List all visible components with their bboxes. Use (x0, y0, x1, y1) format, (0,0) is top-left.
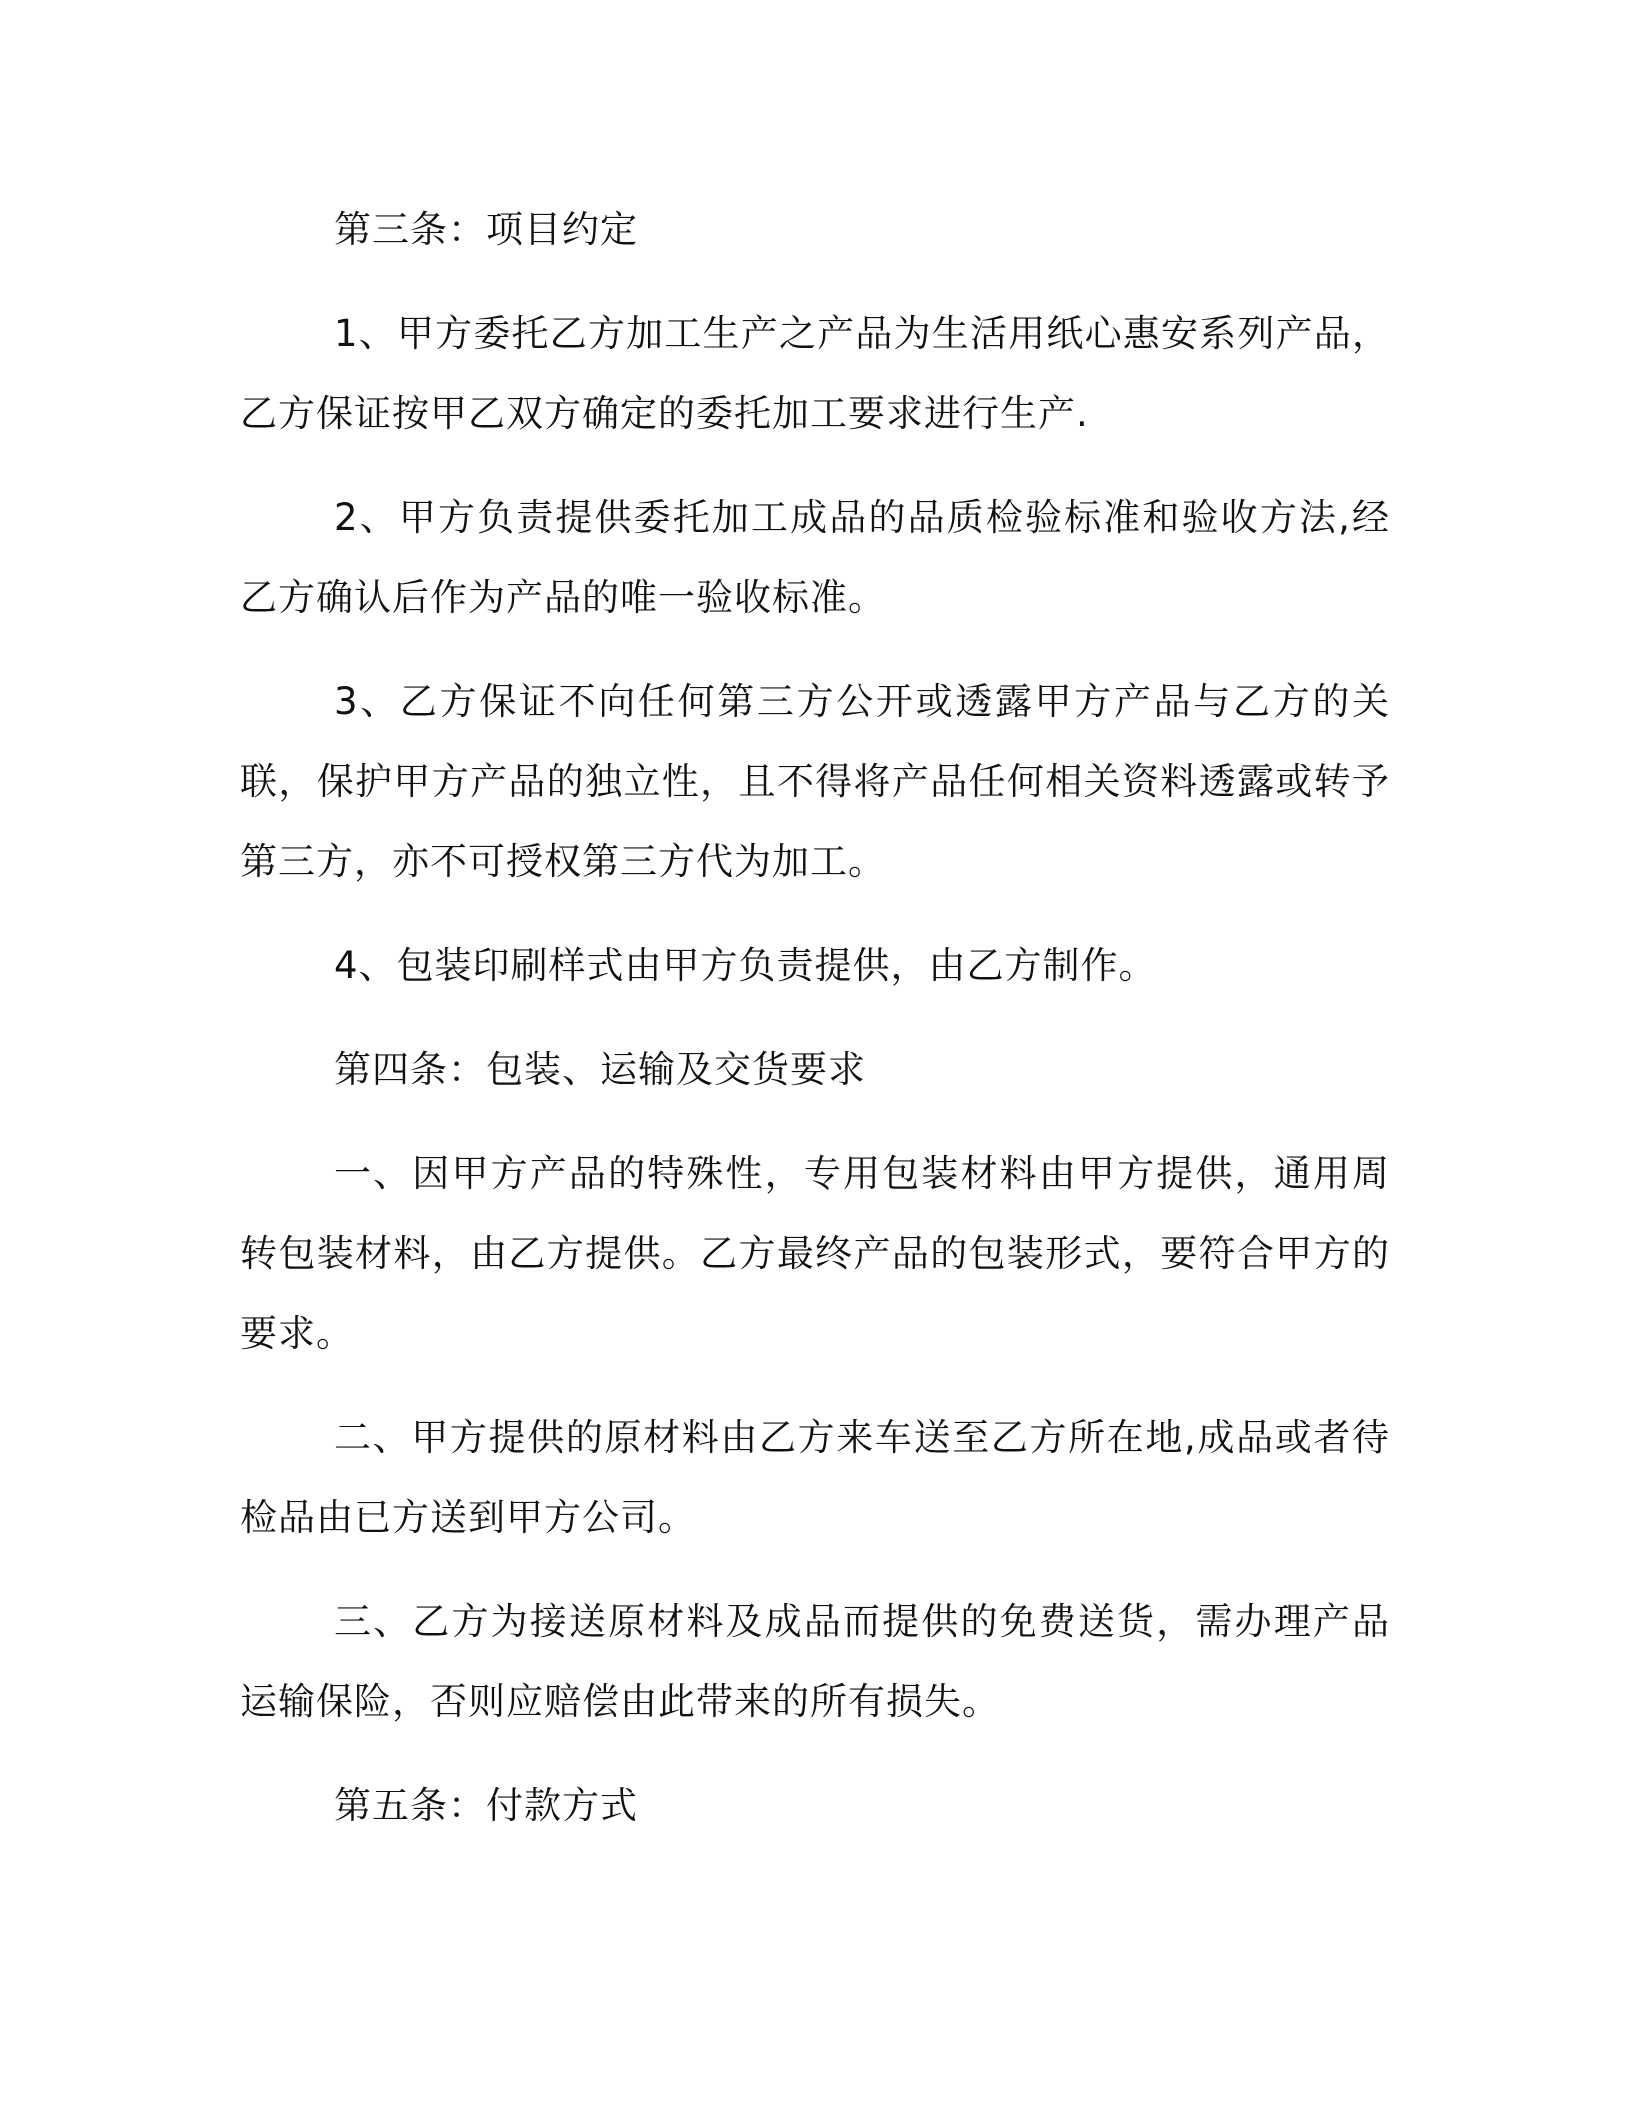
article-3-clause-1: 1、甲方委托乙方加工生产之产品为生活用纸心惠安系列产品，乙方保证按甲乙双方确定的委托加工要求进行生产. (240, 312, 1390, 435)
article-3-clause-4: 4、包装印刷样式由甲方负责提供，由乙方制作。 (334, 944, 1157, 987)
article-5-heading: 第五条：付款方式 (334, 1784, 638, 1827)
article-3-clause-3: 3、乙方保证不向任何第三方公开或透露甲方产品与乙方的关联，保护甲方产品的独立性，且不得将产品任何相关资料透露或转予第三方，亦不可授权第三方代为加工。 (240, 680, 1390, 883)
document-body (240, 190, 1390, 1870)
article-4-clause-1: 一、因甲方产品的特殊性，专用包装材料由甲方提供，通用周转包装材料，由乙方提供。乙方最终产品的包装形式，要符合甲方的要求。 (240, 1152, 1390, 1355)
article-4-clause-2: 二、甲方提供的原材料由乙方来车送至乙方所在地,成品或者待检品由已方送到甲方公司。 (240, 1416, 1390, 1539)
article-4-heading: 第四条：包装、运输及交货要求 (334, 1048, 866, 1091)
article-3-clause-2: 2、甲方负责提供委托加工成品的品质检验标准和验收方法,经乙方确认后作为产品的唯一验收标准。 (240, 496, 1390, 619)
article-4-clause-3: 三、乙方为接送原材料及成品而提供的免费送货，需办理产品运输保险，否则应赔偿由此带来的所有损失。 (240, 1600, 1390, 1723)
article-3-heading: 第三条：项目约定 (334, 208, 638, 251)
